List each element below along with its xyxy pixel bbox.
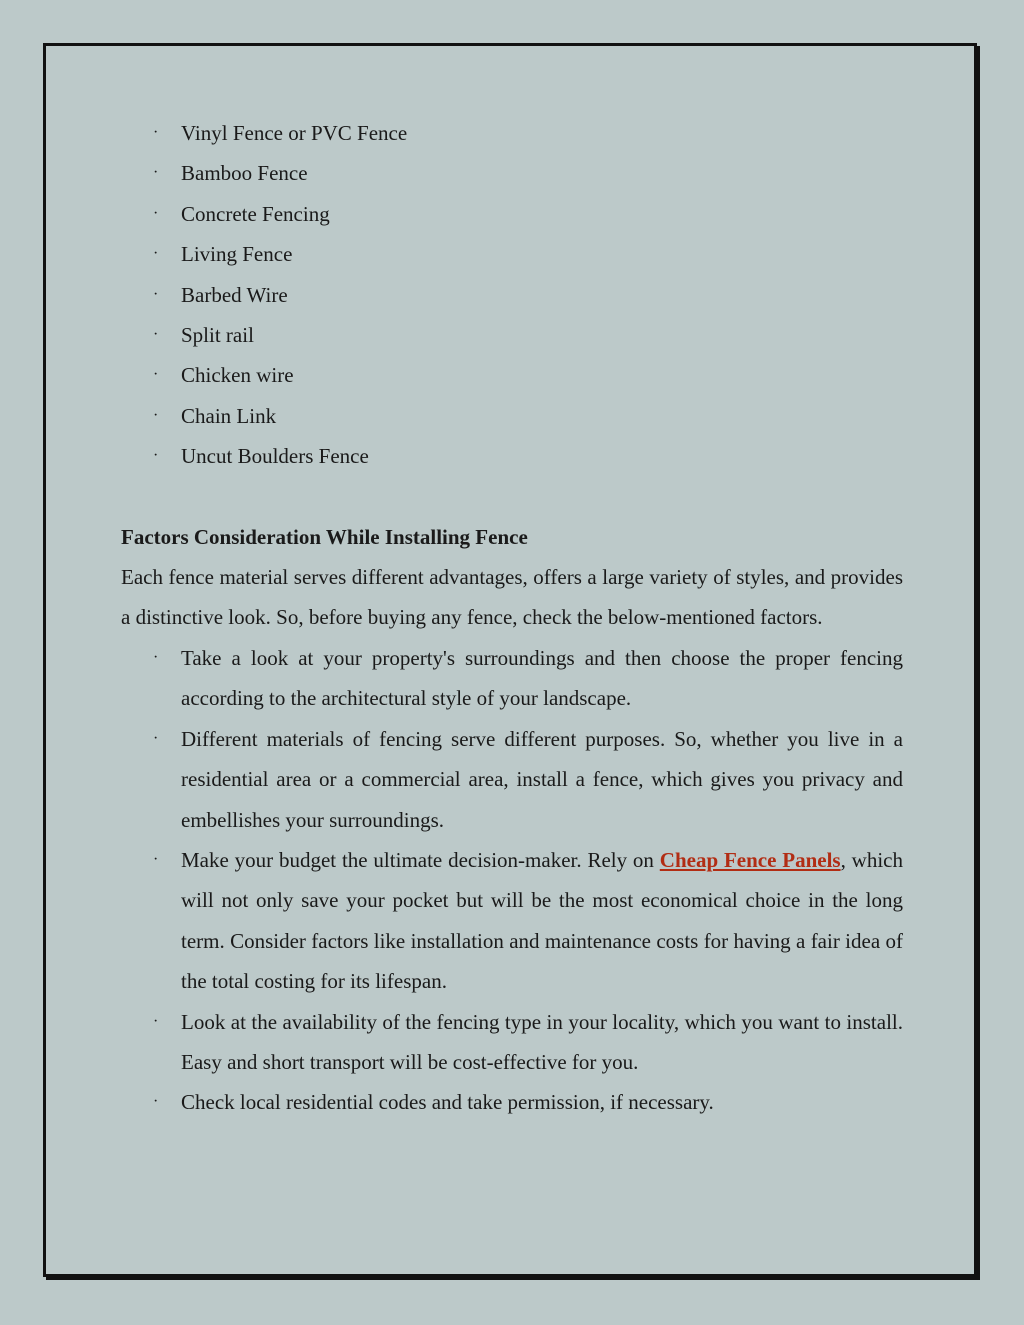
list-item: · Look at the availability of the fencing type in your locality, which you want to install. Easy and short transport will be cost-effective for you. [121,1002,903,1083]
bullet-icon: · [153,245,159,263]
list-item: · Different materials of fencing serve different purposes. So, whether you live in a residential area or a commercial area, install a fence, which gives you privacy and embellishes your surroundings. [121,719,903,840]
list-item: · Barbed Wire [121,275,903,315]
bullet-icon: · [153,326,159,344]
list-item: · Vinyl Fence or PVC Fence [121,113,903,153]
list-item: · Take a look at your property's surroundings and then choose the proper fencing according to the architectural style of your landscape. [121,638,903,719]
list-item: · Chicken wire [121,355,903,395]
list-item: · Make your budget the ultimate decision-maker. Rely on Cheap Fence Panels, which will not only save your pocket but will be the most economical choice in the long term. Consider factors like installation and maintenance costs for having a fair idea of the total costing for its lifespan. [121,840,903,1002]
list-item: · Living Fence [121,234,903,274]
bullet-icon: · [153,850,159,868]
fence-types-list [121,113,903,477]
list-item: · Chain Link [121,396,903,436]
list-item: · Uncut Boulders Fence [121,436,903,476]
list-item: · Concrete Fencing [121,194,903,234]
bullet-icon: · [153,164,159,182]
bullet-icon: · [153,366,159,384]
list-item: · Bamboo Fence [121,153,903,193]
bullet-icon: · [153,648,159,666]
bullet-icon: · [153,447,159,465]
bullet-icon: · [153,204,159,222]
bullet-icon: · [153,124,159,141]
section-heading: Factors Consideration While Installing Fence [121,524,528,549]
bullet-icon: · [153,285,159,303]
document-content [121,113,903,1123]
bullet-icon: · [153,406,159,424]
factors-list [121,638,903,1123]
bullet-icon: · [153,1093,159,1111]
list-item: · Split rail [121,315,903,355]
bullet-icon: · [153,1012,159,1030]
cheap-fence-panels-link[interactable]: Cheap Fence Panels [659,847,841,872]
list-item: · Check local residential codes and take permission, if necessary. [121,1082,903,1122]
intro-paragraph: Each fence material serves different advantages, offers a large variety of styles, and provides a distinctive look. So, before buying any fence, check the below-mentioned factors. [121,565,903,630]
bullet-icon: · [153,729,159,747]
